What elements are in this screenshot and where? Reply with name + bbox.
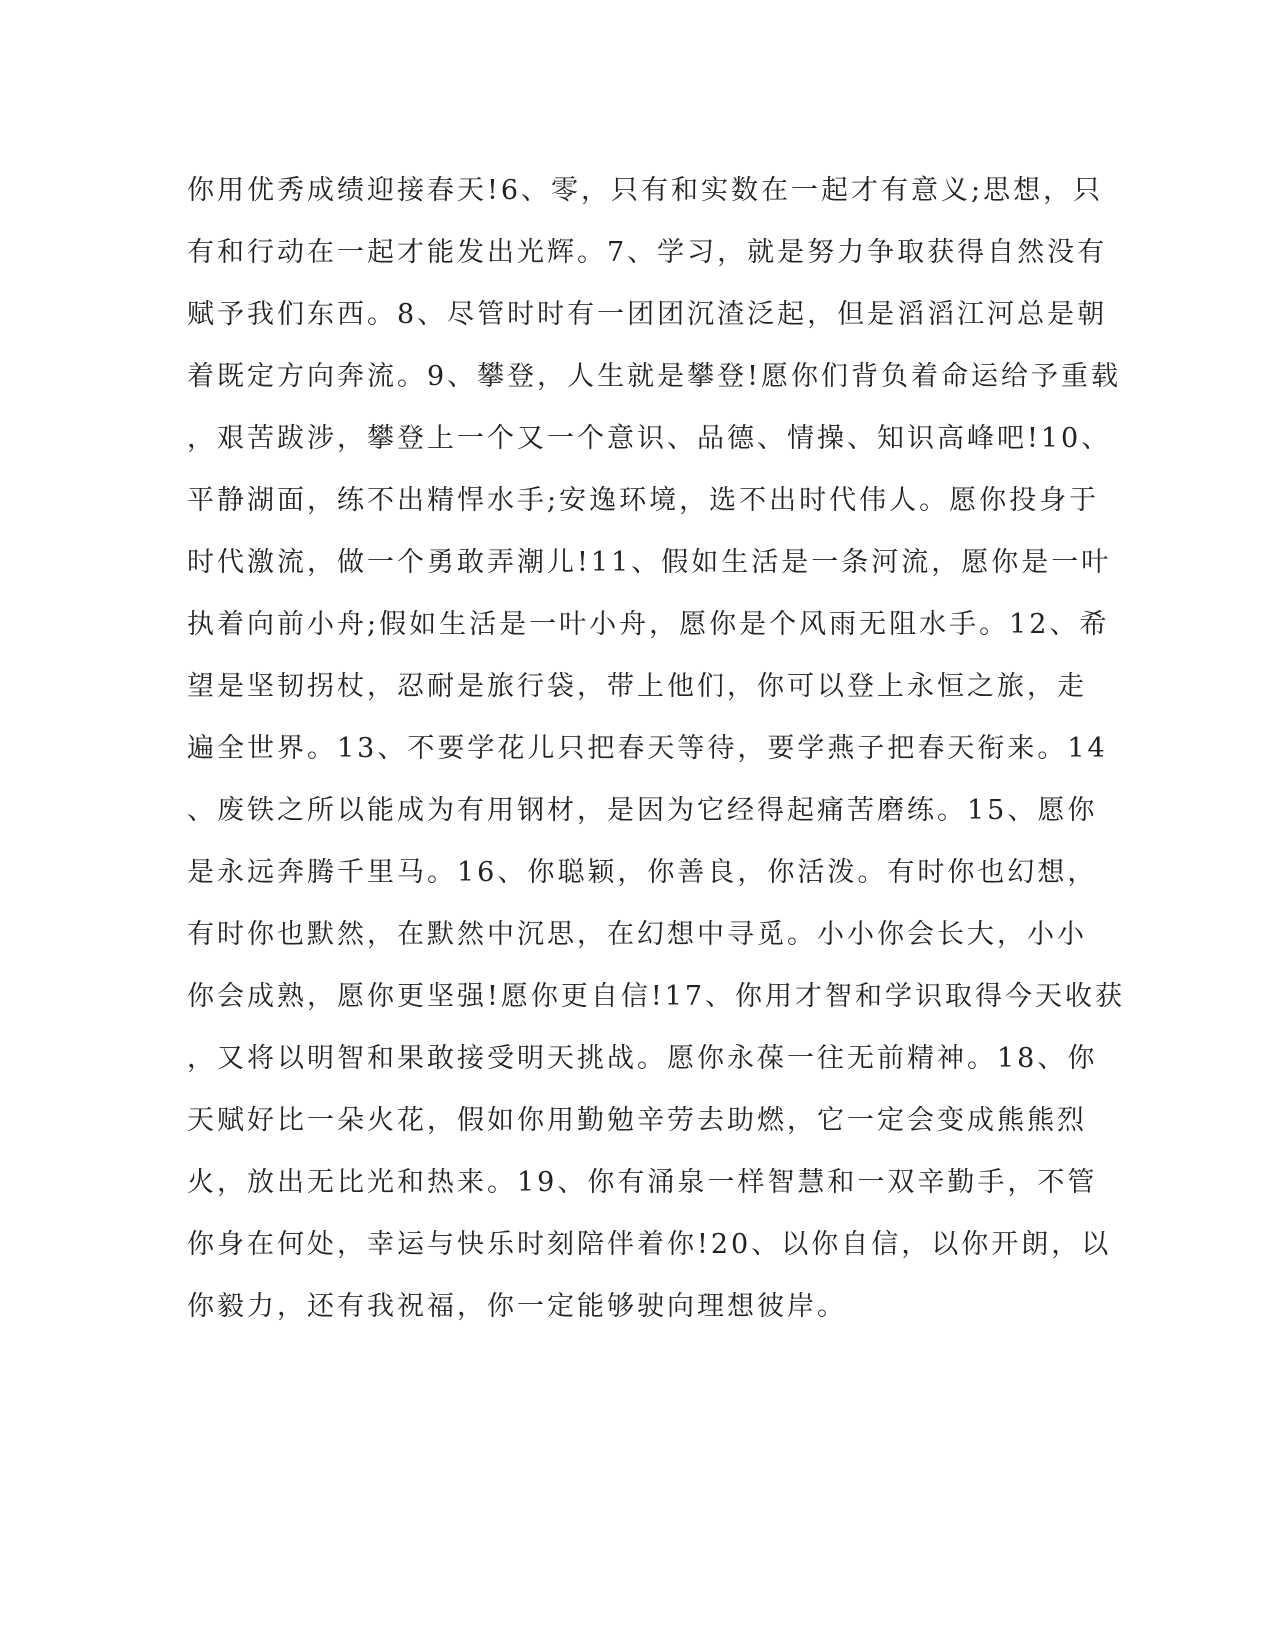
- text-line: 平静湖面，练不出精悍水手;安逸环境，选不出时代伟人。愿你投身于: [187, 485, 1100, 516]
- text-line: 赋予我们东西。8、尽管时时有一团团沉渣泛起，但是滔滔江河总是朝: [187, 299, 1108, 330]
- text-line: 时代激流，做一个勇敢弄潮儿!11、假如生活是一条河流，愿你是一叶: [187, 547, 1112, 578]
- text-line: 你毅力，还有我祝福，你一定能够驶向理想彼岸。: [187, 1291, 847, 1322]
- text-line: 你会成熟，愿你更坚强!愿你更自信!17、你用才智和学识取得今天收获: [187, 981, 1126, 1012]
- text-line: 遍全世界。13、不要学花儿只把春天等待，要学燕子把春天衔来。14: [187, 733, 1108, 764]
- text-line: 天赋好比一朵火花，假如你用勤勉辛劳去助燃，它一定会变成熊熊烈: [187, 1105, 1087, 1136]
- text-line: ，艰苦跋涉，攀登上一个又一个意识、品德、情操、知识高峰吧!10、: [187, 423, 1112, 454]
- body-text: [187, 160, 1126, 1338]
- text-line: 望是坚韧拐杖，忍耐是旅行袋，带上他们，你可以登上永恒之旅，走: [187, 671, 1087, 702]
- text-line: 你用优秀成绩迎接春天!6、零，只有和实数在一起才有意义;思想，只: [187, 175, 1104, 206]
- text-line: 、废铁之所以能成为有用钢材，是因为它经得起痛苦磨练。15、愿你: [187, 795, 1098, 826]
- text-line: 有和行动在一起才能发出光辉。7、学习，就是努力争取获得自然没有: [187, 237, 1108, 268]
- text-line: 执着向前小舟;假如生活是一叶小舟，愿你是个风雨无阻水手。12、希: [187, 609, 1110, 640]
- text-line: 你身在何处，幸运与快乐时刻陪伴着你!20、以你自信，以你开朗，以: [187, 1229, 1112, 1260]
- text-line: ，又将以明智和果敢接受明天挑战。愿你永葆一往无前精神。18、你: [187, 1043, 1098, 1074]
- text-line: 着既定方向奔流。9、攀登，人生就是攀登!愿你们背负着命运给予重载: [187, 361, 1122, 392]
- text-line: 火，放出无比光和热来。19、你有涌泉一样智慧和一双辛勤手，不管: [187, 1167, 1098, 1198]
- text-line: 是永远奔腾千里马。16、你聪颖，你善良，你活泼。有时你也幻想，: [187, 857, 1098, 888]
- text-line: 有时你也默然，在默然中沉思，在幻想中寻觅。小小你会长大，小小: [187, 919, 1087, 950]
